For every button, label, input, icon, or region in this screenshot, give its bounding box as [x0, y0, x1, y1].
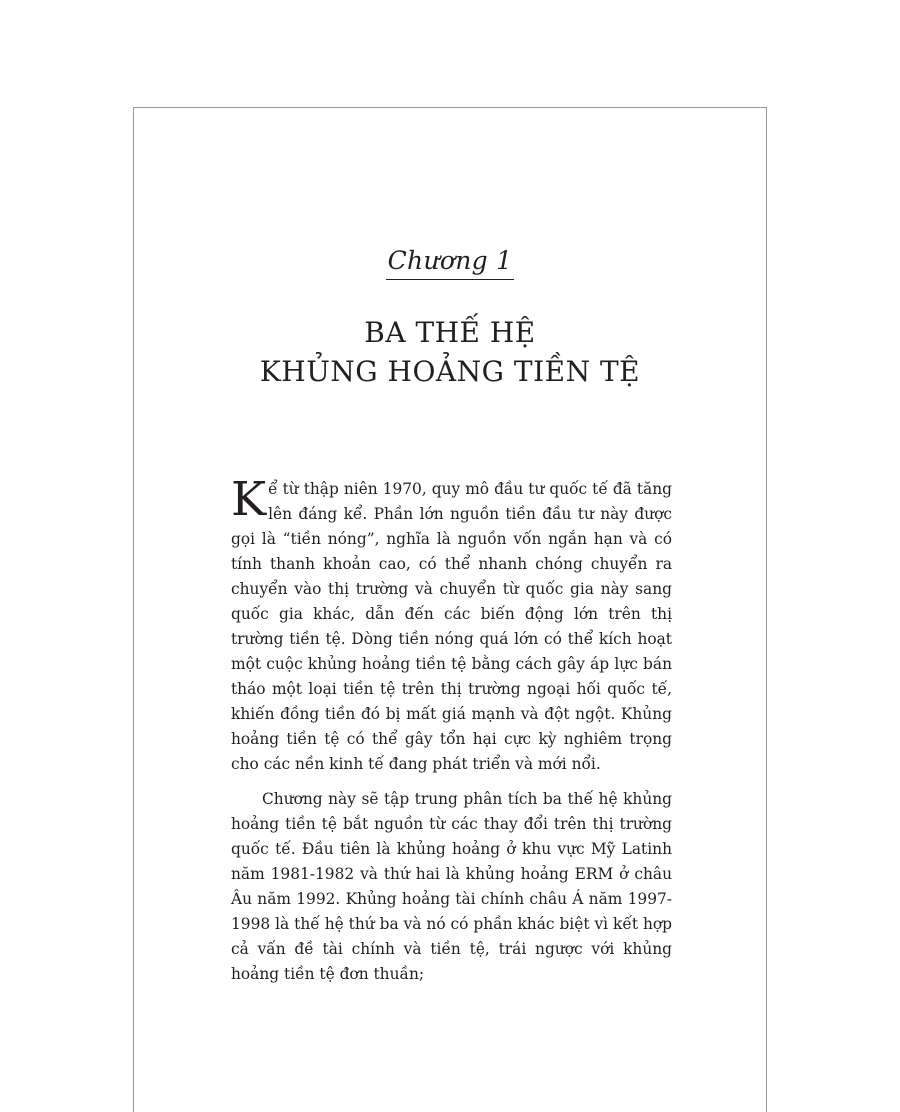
chapter-title-line-1: BA THẾ HỆ — [364, 316, 536, 349]
chapter-label — [0, 244, 900, 280]
chapter-title — [0, 313, 900, 391]
drop-cap: K — [231, 472, 267, 527]
chapter-number: Chương 1 — [386, 244, 515, 280]
body-text — [231, 472, 672, 987]
chapter-title-line-2: KHỦNG HOẢNG TIỀN TỆ — [259, 355, 641, 388]
paragraph-2: Chương này sẽ tập trung phân tích ba thế hệ khủng hoảng tiền tệ bắt nguồn từ các thay đổi trên thị trường quốc tế. Đầu tiên là khủng hoảng ở khu vực Mỹ Latinh năm 1981-1982 và thứ hai là khủng hoảng ERM ở châu Âu năm 1992. Khủng hoảng tài chính châu Á năm 1997-1998 là thế hệ thứ ba và nó có phần khác biệt vì kết hợp cả vấn đề tài chính và tiền tệ, trái ngược với khủng hoảng tiền tệ đơn thuần; — [231, 790, 672, 983]
paragraph-1 — [231, 472, 672, 777]
paragraph-1-text: ể từ thập niên 1970, quy mô đầu tư quốc tế đã tăng lên đáng kể. Phần lớn nguồn tiền đầu tư này được gọi là “tiền nóng”, nghĩa là nguồn vốn ngắn hạn và có tính thanh khoản cao, có thể nhanh chóng chuyển ra chuyển vào thị trường và chuyển từ quốc gia này sang quốc gia khác, dẫn đến các biến động lớn trên thị trường tiền tệ. Dòng tiền nóng quá lớn có thể kích hoạt một cuộc khủng hoảng tiền tệ bằng cách gây áp lực bán tháo một loại tiền tệ trên thị trường ngoại hối quốc tế, khiến đồng tiền đó bị mất giá mạnh và đột ngột. Khủng hoảng tiền tệ có thể gây tổn hại cực kỳ nghiêm trọng cho các nền kinh tế đang phát triển và mới nổi. — [231, 480, 672, 773]
